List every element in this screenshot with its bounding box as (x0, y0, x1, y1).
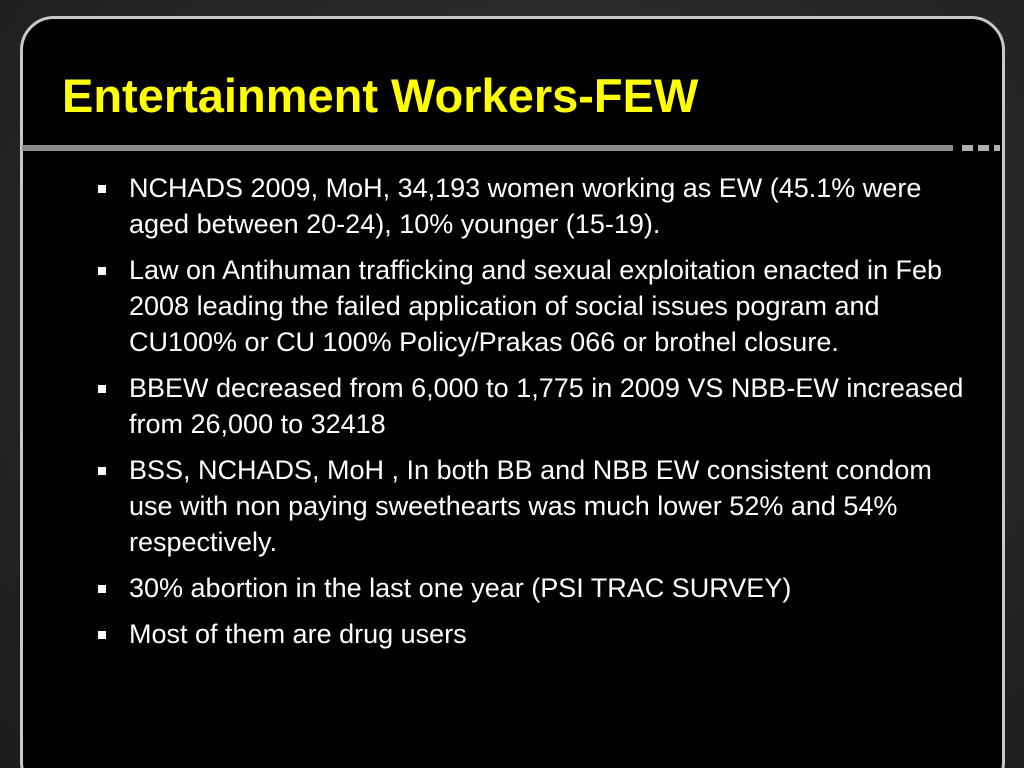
bullet-text: 30% abortion in the last one year (PSI TRAC SURVEY) (129, 573, 792, 603)
bullet-item (98, 570, 978, 606)
slide-title: Entertainment Workers-FEW (62, 69, 699, 122)
bullet-item (98, 252, 978, 360)
title-divider (22, 145, 953, 151)
divider-dot (962, 145, 973, 151)
divider-dots (962, 145, 1000, 151)
bullet-text: BBEW decreased from 6,000 to 1,775 in 2009 VS NBB-EW increased from 26,000 to 32418 (129, 373, 964, 439)
bullet-text: NCHADS 2009, MoH, 34,193 women working as EW (45.1% were aged between 20-24), 10% younger (15-19). (129, 173, 922, 239)
bullet-square-icon (98, 631, 106, 639)
bullet-text: Law on Antihuman trafficking and sexual exploitation enacted in Feb 2008 leading the failed application of social issues pogram and CU100% or CU 100% Policy/Prakas 066 or brothel closure. (129, 255, 943, 357)
bullet-text: BSS, NCHADS, MoH , In both BB and NBB EW consistent condom use with non paying sweethearts was much lower 52% and 54% respectively. (129, 455, 932, 557)
divider-dot (994, 145, 1000, 151)
bullet-square-icon (98, 267, 106, 275)
bullet-square-icon (98, 185, 106, 193)
bullet-item (98, 452, 978, 560)
bullet-list (98, 170, 978, 662)
bullet-square-icon (98, 585, 106, 593)
bullet-item (98, 170, 978, 242)
bullet-item (98, 616, 978, 652)
bullet-text: Most of them are drug users (129, 619, 467, 649)
bullet-item (98, 370, 978, 442)
bullet-square-icon (98, 385, 106, 393)
divider-dot (978, 145, 989, 151)
bullet-square-icon (98, 467, 106, 475)
